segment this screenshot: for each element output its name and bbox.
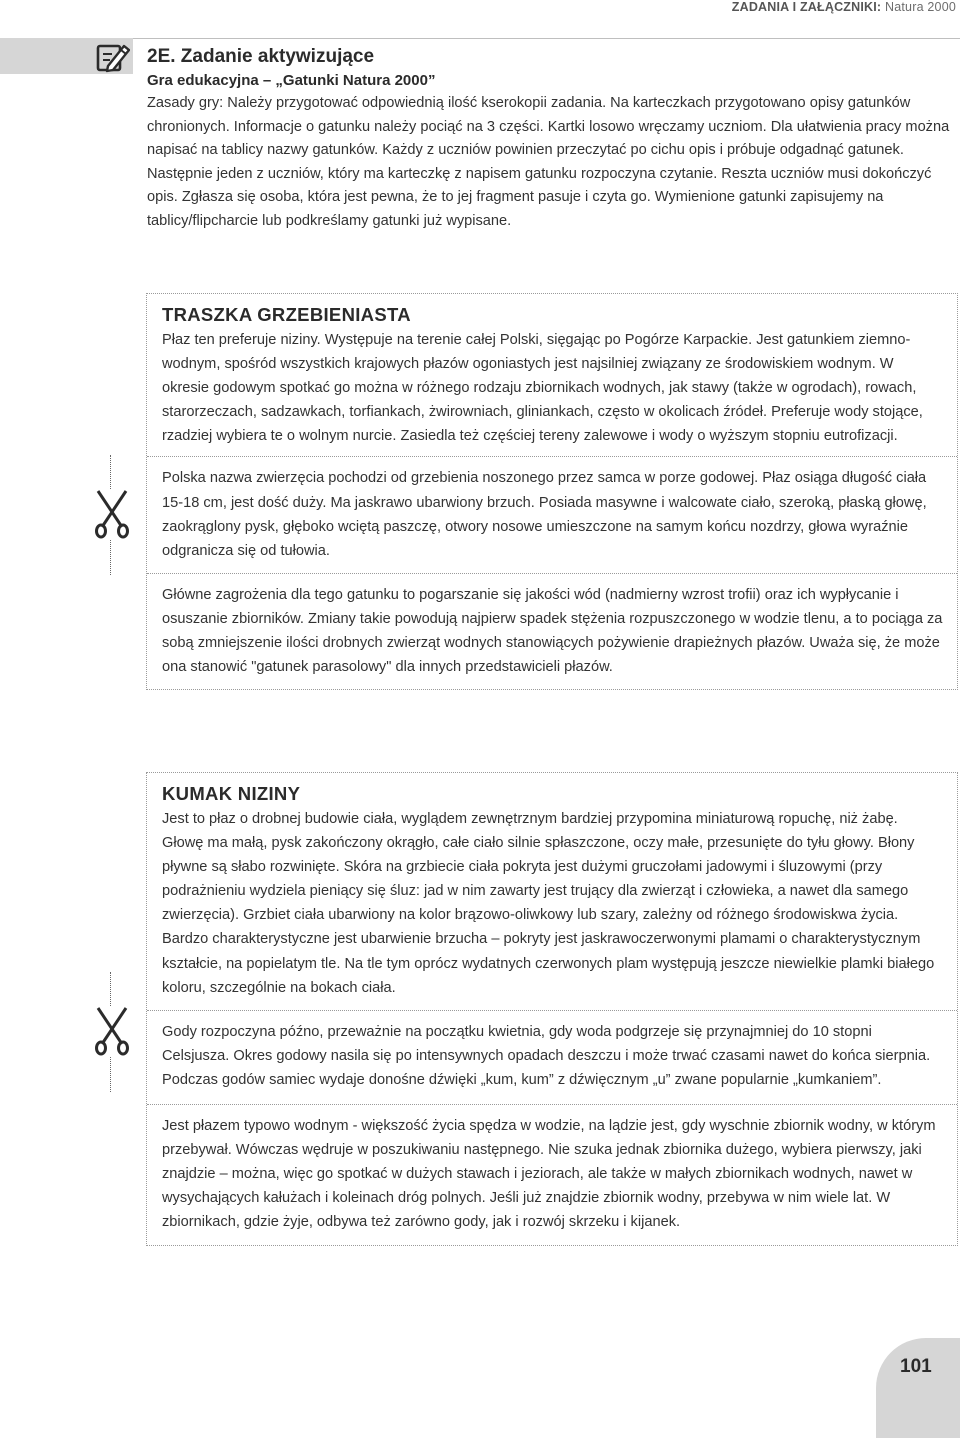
card-section-2 [147,456,957,572]
card-text: Gody rozpoczyna późno, przeważnie na początku kwietnia, gdy woda podgrzeje się przynajmniej do 10 stopni Celsjusza. Okres godowy nasila się po intensywnych opadach deszczu i może trwać czasami nawet do końca sierpnia. Podczas godów samiec wydaje donośne dźwięki „kum, kum” z dźwięcznym „u” zwane popularnie „kumkaniem”. [162,1023,931,1088]
page-number: 101 [900,1356,932,1377]
card-text: Jest to płaz o drobnej budowie ciała, wyglądem zewnętrznym bardziej przypomina miniaturową ropuchę, niż żabę. Głowę ma małą, pysk zakończony okrągło, całe ciało silnie spłaszczone, oczy małe, przesunięte do tyłu głowy. Błony pływne są słabo rozwinięte. Skóra na grzbiecie ciała pokryta jest dużymi gruczołami jadowymi i śluzowymi (przy podrażnieniu wydziela pieniący się śluz: jad w nim zawarty jest trujący dla zwierząt i człowieka, a nawet dla samego zwierzęcia). Grzbiet ciała ubarwiony na kolor brązowo-oliwkowy lub szary, zależny od różnego środowiskwa życia. Bardzo charakterystyczne jest ubarwienie brzucha – pokryty jest jaskrawoczerwonymi plamami o charakterystycznym kształcie, na popielatym tle. Na tle tym oprócz wydatnych czerwonych plam występują jeszcze niewielkie plamki białego koloru, szczególnie na bokach ciała. [162,811,935,996]
card-section-1 [147,294,957,456]
card-title: KUMAK NIZINY [162,783,301,804]
cut-line-marker [90,455,134,575]
page-number-tab [876,1338,960,1438]
title-rule [133,38,960,39]
species-card-kumak [146,772,958,1246]
species-card-traszka [146,293,958,690]
card-section-3 [147,1104,957,1244]
running-header-publication: Natura 2000 [885,0,956,14]
task-intro [147,44,952,234]
card-text: Główne zagrożenia dla tego gatunku to pogarszanie się jakości wód (nadmierny wzrost trofii) oraz ich wypłycanie i osuszanie zbiorników. Zmiany takie powodują najpierw spadek stężenia rozpuszczonego w wodzie tlenu, a to pociąga za sobą zmniejszenie ilości drobnych zwierząt wodnych stanowiących pożywienie drapieżnych płazów. Uważa się, że może ona stanowić "gatunek parasolowy" dla innych przedstawicieli płazów. [162,586,943,676]
card-section-1 [147,773,957,1010]
running-header-section: ZADANIA I ZAŁĄCZNIKI: [731,0,882,14]
task-heading: 2E. Zadanie aktywizujące [147,46,375,67]
task-subheading: Gra edukacyjna – „Gatunki Natura 2000” [147,72,436,89]
card-text: Polska nazwa zwierzęcia pochodzi od grzebienia noszonego przez samca w porze godowej. Płaz osiąga długość ciała 15-18 cm, jest dość duży. Ma jaskrawo ubarwiony brzuch. Posiada masywne i walcowate ciało, szeroką, płaską głowę, zaokrąglony pysk, głęboko wciętą paszczę, otwory nosowe umieszczone na samym końcu nozdrzy, głowa wyraźnie odgranicza się od tułowia. [162,470,927,559]
scissors-icon [92,1006,132,1056]
card-section-3 [147,573,957,689]
card-title: TRASZKA GRZEBIENIASTA [162,304,411,325]
scissors-icon [92,489,132,539]
card-text: Płaz ten preferuje niziny. Występuje na terenie całej Polski, sięgając po Pogórze Karpackie. Jest gatunkiem ziemno-wodnym, spośród wszystkich krajowych płazów ogoniastych jest najsilniej związany ze środowiskiem wodnym. W okresie godowym spotkać go można w różnego rodzaju zbiornikach wodnych, jak stawy (także w ogrodach), rowach, starorzeczach, sadzawkach, torfiankach, żwirowniach, gliniankach, często w okolicach źródeł. Preferuje wody stojące, rzadziej wybiera te o wolnym nurcie. Zasiedla też częściej tereny zalewowe i wody o wyższym stopniu eutrofizacji. [162,332,923,445]
pencil-icon [96,40,130,74]
card-section-2 [147,1010,957,1104]
cut-line-marker [90,972,134,1092]
task-rules: Zasady gry: Należy przygotować odpowiednią ilość kserokopii zadania. Na karteczkach przygotowano opisy gatunków chronionych. Informacje o gatunku należy pociąć na 3 części. Kartki losowo wręczamy uczniom. Dla ułatwienia pracy można napisać na tablicy nazwy gatunków. Każdy z uczniów powinien przeczytać po cichu opis i próbuje odgadnąć gatunek. Następnie jeden z uczniów, który ma karteczkę z napisem gatunku rozpoczyna czytanie. Reszta uczniów musi dokończyć opis. Zgłasza się osoba, która jest pewna, że to jej fragment pasuje i czyta go. Wymienione gatunki zapisujemy na tablicy/flipcharcie lub podkreślamy gatunki już wypisane. [147,95,950,229]
running-header [732,0,956,14]
card-text: Jest płazem typowo wodnym - większość życia spędza w wodzie, na lądzie jest, gdy wyschnie zbiornik wodny, w którym przebywał. Wówczas wędruje w poszukiwaniu następnego. Nie szuka jednak zbiornika dużego, wybiera pierwszy, jaki znajdzie – można, więc go spotkać w dużych stawach i jeziorach, ale także w małych zbiornikach wodnych, nawet w wysychających kałużach i koleinach dróg polnych. Jeśli już znajdzie zbiornik wodny, przebywa w nim wiele lat. W zbiornikach, gdzie żyje, odbywa też zarówno gody, jak i rozwój skrzeku i kijanek. [162,1118,936,1231]
